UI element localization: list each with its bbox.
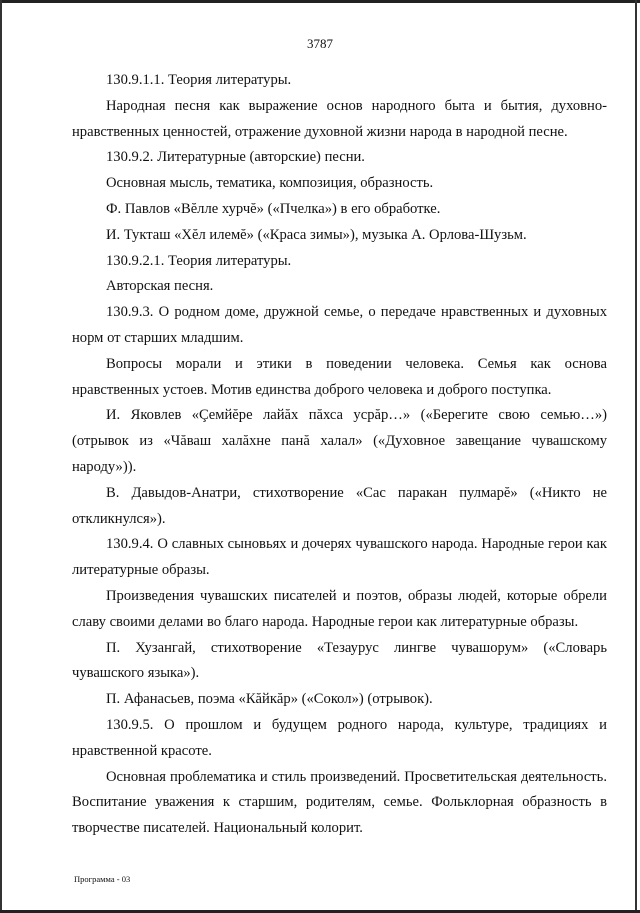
paragraph-9: 130.9.3. О родном доме, дружной семье, о передаче нравственных и духовных норм от старших младшим. — [72, 304, 607, 346]
paragraph-12: В. Давыдов-Анатри, стихотворение «Сас паракан пулмарĕ» («Никто не откликнулся»). — [72, 484, 607, 527]
scan-edge-right — [635, 0, 637, 913]
paragraph-18: Основная проблематика и стиль произведений. Просветительская деятельность. Воспитание уважения к старшим, родителям, семье. Фольклорная образность в творчестве писателей. Национальный колорит. — [72, 768, 607, 837]
scan-edge-top — [0, 0, 640, 3]
paragraph-3: 130.9.2. Литературные (авторские) песни. — [106, 149, 365, 166]
footer-program-label: Программа - 03 — [74, 874, 131, 884]
paragraph-13: 130.9.4. О славных сыновьях и дочерях чувашского народа. Народные герои как литературные образы. — [72, 536, 607, 579]
paragraph-4: Основная мысль, тематика, композиция, образность. — [106, 175, 434, 192]
paragraph-10: Вопросы морали и этики в поведении человека. Семья как основа нравственных устоев. Мотив единства доброго человека и доброго поступка. — [72, 355, 607, 398]
scan-edge-left — [0, 0, 2, 913]
paragraph-5: Ф. Павлов «Вĕлле хурчĕ» («Пчелка») в его обработке. — [106, 200, 441, 217]
document-body — [72, 68, 607, 842]
paragraph-8: Авторская песня. — [106, 278, 214, 295]
paragraph-2: Народная песня как выражение основ народного быта и бытия, духовно-нравственных ценностей, отражение духовной жизни народа в народной песне. — [72, 97, 607, 140]
paragraph-1: 130.9.1.1. Теория литературы. — [106, 72, 292, 88]
paragraph-14: Произведения чувашских писателей и поэтов, образы людей, которые обрели славу своими делами во благо народа. Народные герои как литературные образы. — [72, 587, 607, 630]
paragraph-7: 130.9.2.1. Теория литературы. — [106, 252, 292, 269]
paragraph-16: П. Афанасьев, поэма «Кăйкăр» («Сокол») (отрывок). — [106, 691, 433, 708]
paragraph-17: 130.9.5. О прошлом и будущем родного народа, культуре, традициях и нравственной красоте. — [72, 716, 607, 759]
paragraph-11: И. Яковлев «Çемйĕре лайăх пăхса усрăр…» («Берегите свою семью…») (отрывок из «Чăваш халăхне панă халал» («Духовное завещание чувашскому народу»)). — [72, 407, 607, 475]
page-number: 3787 — [307, 36, 333, 51]
paragraph-15: П. Хузангай, стихотворение «Тезаурус лингве чувашорум» («Словарь чувашского языка»). — [72, 639, 607, 682]
paragraph-6: И. Тукташ «Хĕл илемĕ» («Краса зимы»), музыка А. Орлова-Шузьм. — [106, 226, 527, 243]
